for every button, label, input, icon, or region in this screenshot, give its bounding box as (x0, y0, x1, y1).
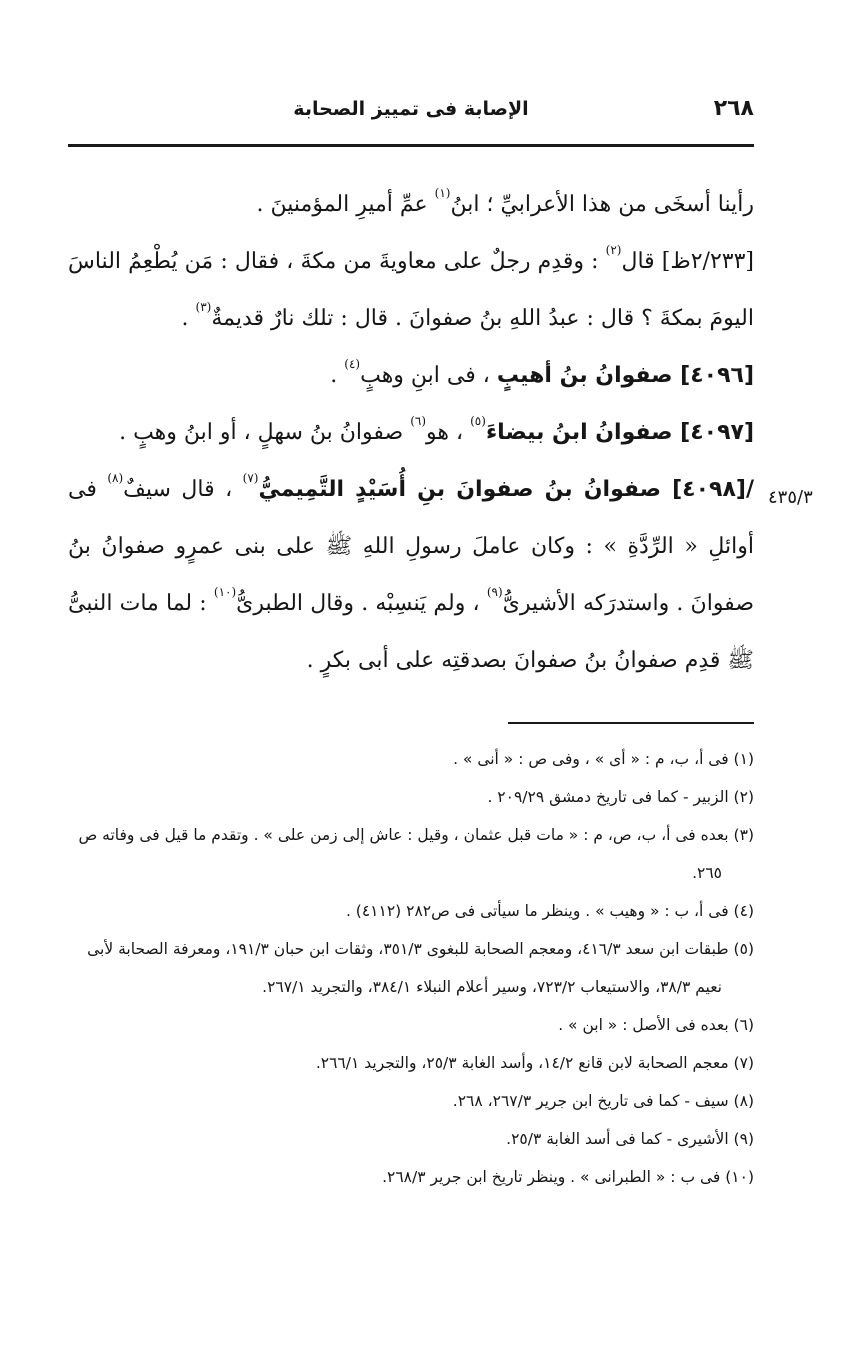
footnote-separator (508, 722, 754, 724)
entry-number: [٤٠٩٨] (672, 477, 746, 502)
entry-name: صفوانُ بنُ صفوانَ بنِ أُسَيْدٍ التَّمِيميُّ (258, 477, 673, 502)
paragraph-1 (68, 176, 754, 233)
header-rule (68, 144, 754, 147)
entry-name: صفوانُ بنُ أهيبٍ (496, 363, 681, 388)
text-run: ، فى ابنِ وهبٍ (360, 363, 497, 388)
text-run: [٢/٢٣٣ظ] قال (621, 249, 754, 274)
footnote-ref-1: (١) (434, 186, 451, 200)
footnote-ref-2: (٢) (605, 243, 622, 257)
footnote-2: (٢) الزبير - كما فى تاريخ دمشق ٢٠٩/٢٩ . (487, 788, 754, 806)
text-run: : لما مات النبىُّ ﷺ قدِم صفوانُ بنُ صفوانَ بصدقتِه على أبى بكرٍ . (68, 591, 754, 673)
text-run: رأينا أسخَى من هذا الأعرابيِّ ؛ ابنُ (450, 192, 754, 217)
text-run: ، هو (426, 420, 471, 445)
footnote-ref-4: (٤) (344, 357, 361, 371)
page-break-mark: / (745, 477, 754, 502)
footnote-4: (٤) فى أ، ب : « وهيب » . وينظر ما سيأتى فى ص٢٨٢ (٤١١٢) . (345, 902, 754, 920)
footnote-1: (١) فى أ، ب، م : « أى » ، وفى ص : « أنى » . (453, 750, 754, 768)
text-run: ، قال سيفٌ (123, 477, 243, 502)
paragraph-2 (68, 233, 754, 347)
entry-4098 (68, 461, 754, 689)
footnotes (68, 740, 754, 1196)
footnote-ref-6: (٦) (410, 414, 427, 428)
text-run: . (181, 306, 196, 331)
running-title: الإصابة فى تمييز الصحابة (293, 98, 529, 120)
running-head (68, 96, 754, 126)
footnote-6: (٦) بعده فى الأصل : « ابن » . (558, 1016, 754, 1034)
footnote-ref-10: (١٠) (213, 585, 237, 599)
footnote-7: (٧) معجم الصحابة لابن قانع ١٤/٢، وأسد الغابة ٢٥/٣، والتجريد ٢٦٦/١. (315, 1054, 754, 1072)
entry-number: [٤٠٩٦] (680, 363, 754, 388)
footnote-8: (٨) سيف - كما فى تاريخ ابن جرير ٢٦٧/٣، ٢٦٨. (452, 1092, 754, 1110)
text-run: ، ولم يَنسِبْه . وقال الطبرىُّ (236, 591, 487, 616)
entry-4096 (68, 347, 754, 404)
footnote-ref-8: (٨) (107, 471, 124, 485)
text-run: عمِّ أميرِ المؤمنينَ . (256, 192, 435, 217)
text-run: : وقدِم رجلٌ على معاويةَ من مكةَ ، فقال : مَن يُطْعِمُ الناسَ اليومَ بمكةَ ؟ قال : عبدُ اللهِ بنُ صفوانَ . قال : تلك نارٌ قديمةٌ (68, 249, 754, 331)
footnote-ref-3: (٣) (195, 300, 212, 314)
footnote-5: (٥) طبقات ابن سعد ٤١٦/٣، ومعجم الصحابة للبغوى ٣٥١/٣، وثقات ابن حبان ١٩١/٣، ومعرفة الصحابة لأبى نعيم ٣٨/٣، والاستيعاب ٧٢٣/٢، وسير أعلام النبلاء ٣٨٤/١، والتجريد ٢٦٧/١. (87, 940, 754, 996)
footnote-ref-7: (٧) (242, 471, 259, 485)
margin-reference: ٤٣٥/٣ (768, 487, 813, 508)
footnote-ref-5: (٥) (470, 414, 486, 428)
footnote-ref-9: (٩) (486, 585, 503, 599)
footnote-3: (٣) بعده فى أ، ب، ص، م : « مات قبل عثمان ، وقيل : عاش إلى زمن على » . وتقدم ما قيل فى وفاته ص ٢٦٥. (78, 826, 754, 882)
entry-4097 (68, 404, 754, 461)
footnote-9: (٩) الأشيرى - كما فى أسد الغابة ٢٥/٣. (506, 1130, 754, 1148)
text-run: . (330, 363, 345, 388)
text-run: فى أوائلِ « الرِّدَّةِ » : وكان عاملَ رسولِ اللهِ ﷺ على بنى عمرٍو صفوانُ بنُ صفوانَ . واستدرَكه الأشيرىُّ (68, 477, 754, 616)
entry-name: صفوانُ ابنُ بيضاءَ (485, 420, 681, 445)
entry-number: [٤٠٩٧] (680, 420, 754, 445)
text-run: صفوانُ بنُ سهلٍ ، أو ابنُ وهبٍ . (119, 420, 411, 445)
page-number: ٢٦٨ (713, 96, 754, 121)
main-text (68, 176, 754, 689)
footnote-10: (١٠) فى ب : « الطبرانى » . وينظر تاريخ ابن جرير ٢٦٨/٣. (382, 1168, 754, 1186)
